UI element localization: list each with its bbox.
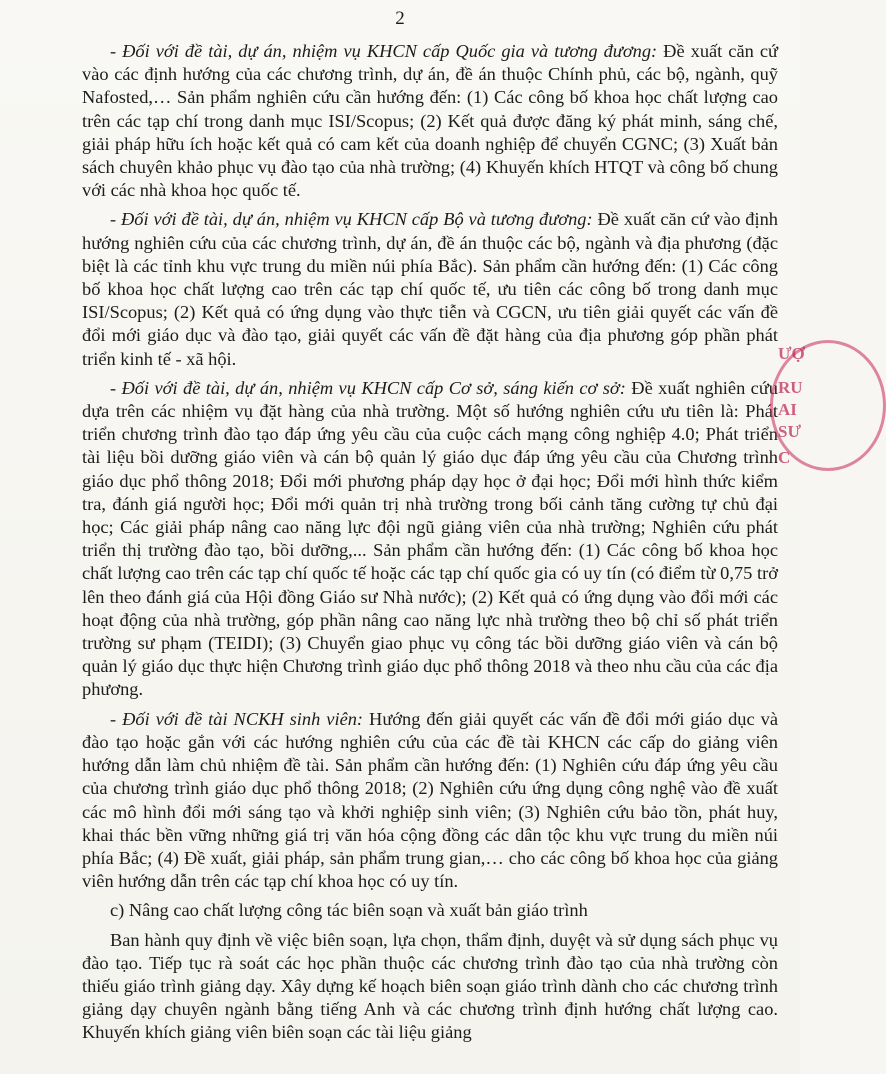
stamp-text: AI xyxy=(778,400,797,419)
stamp-text: RU xyxy=(778,378,803,397)
paragraph-lead: - Đối với đề tài, dự án, nhiệm vụ KHCN cấp Quốc gia và tương đương: xyxy=(110,41,658,61)
paragraph-text: Hướng đến giải quyết các vấn đề đổi mới giáo dục và đào tạo hoặc gắn với các hướng nghiên cứu của các đề tài KHCN các cấp do giảng viên hướng dẫn làm chủ nhiệm đề tài. Sản phẩm cần hướng đến: (1) Nghiên cứu đáp ứng yêu cầu của chương trình giáo dục phổ thông 2018; (2) Nghiên cứu ứng dụng công nghệ vào đề xuất các mô hình đổi mới sáng tạo và khởi nghiệp sinh viên; (3) Nghiên cứu bảo tồn, phát huy, khai thác bền vững những giá trị văn hóa cộng đồng các dân tộc khu vực trung du miền núi phía Bắc; (4) Đề xuất, giải pháp, sản phẩm trung gian,… cho các công bố khoa học của giảng viên hướng dẫn trên các tạp chí khoa học có uy tín. xyxy=(82,708,779,892)
paragraph-text: Đề xuất nghiên cứu dựa trên các nhiệm vụ đặt hàng của nhà trường. Một số hướng nghiên cứu ưu tiên là: Phát triển chương trình đào tạo đáp ứng yêu cầu của cuộc cách mạng công nghiệp 4.0; Phát triển tài liệu bồi dưỡng giáo viên và cán bộ quản lý giáo dục đáp ứng yêu cầu của Chương trình giáo dục phổ thông 2018; Đổi mới phương pháp dạy học ở đại học; Đổi mới hình thức kiểm tra, đánh giá người học; Đổi mới quản trị nhà trường trong bối cảnh tăng cường tự chủ đại học; Các giải pháp nâng cao năng lực đội ngũ giảng viên của nhà trường; Nghiên cứu phát triển thị trường đào tạo, bồi dưỡng,... Sản phẩm cần hướng đến: (1) Các công bố khoa học chất lượng cao trên các tạp chí quốc tế hoặc các tạp chí quốc gia có uy tín (có điểm từ 0,75 trở lên theo đánh giá của Hội đồng Giáo sư Nhà nước); (2) Kết quả có ứng dụng vào đổi mới các hoạt động của nhà trường, góp phần nâng cao năng lực nhà trường theo bộ chỉ số phát triển trường sư phạm (TEIDI); (3) Chuyển giao phục vụ công tác bồi dưỡng giáo viên và cán bộ quản lý giáo dục thực hiện Chương trình giáo dục phổ thông 2018 và theo nhu cầu của các địa phương. xyxy=(82,377,778,700)
stamp-text: C xyxy=(778,448,791,467)
paragraph-national-level xyxy=(82,40,778,202)
paragraph-text: Đề xuất căn cứ vào định hướng nghiên cứu của các chương trình, dự án, đề án thuộc các bộ, ngành và địa phương (đặc biệt là các tỉnh khu vực trung du miền núi phía Bắc). Sản phẩm cần hướng đến: (1) Các công bố khoa học chất lượng cao trên các tạp chí quốc tế, ưu tiên các công bố trong danh mục ISI/Scopus; (2) Kết quả có ứng dụng vào thực tiễn và CGCN, ưu tiên giải quyết các vấn đề đổi mới giáo dục và đào tạo, giải quyết các vấn đề đặt hàng của địa phương góp phần phát triển kinh tế - xã hội. xyxy=(82,209,778,369)
section-heading: c) Nâng cao chất lượng công tác biên soạn và xuất bản giáo trình xyxy=(110,900,588,921)
paragraph-lead: - Đối với đề tài, dự án, nhiệm vụ KHCN cấp Bộ và tương đương: xyxy=(110,209,593,230)
document-body xyxy=(82,40,778,1051)
page-number: 2 xyxy=(395,8,405,29)
paragraph-lead: - Đối với đề tài, dự án, nhiệm vụ KHCN cấp Cơ sở, sáng kiến cơ sở: xyxy=(110,377,626,398)
paragraph-student-research xyxy=(82,708,778,894)
paragraph-ministry-level xyxy=(82,208,778,370)
paragraph-institution-level xyxy=(82,377,778,702)
red-stamp-fragment xyxy=(748,330,818,480)
stamp-text: ƯỢ xyxy=(778,344,805,363)
stamp-text: SƯ xyxy=(778,422,801,441)
paragraph-lead: - Đối với đề tài NCKH sinh viên: xyxy=(110,708,364,729)
paragraph-text: Đề xuất căn cứ vào các định hướng của các chương trình, dự án, đề án thuộc Chính phủ, các bộ, ngành, quỹ Nafosted,… Sản phẩm nghiên cứu cần hướng đến: (1) Các công bố khoa học chất lượng cao trên các tạp chí trong danh mục ISI/Scopus; (2) Kết quả được đăng ký phát minh, sáng chế, giải pháp hữu ích hoặc kết quả có cam kết của doanh nghiệp để chuyển CGNC; (3) Xuất bản sách chuyên khảo phục vụ đào tạo của nhà trường; (4) Khuyến khích HTQT và công bố chung với các nhà khoa học quốc tế. xyxy=(82,41,778,201)
paragraph-textbook: Ban hành quy định về việc biên soạn, lựa chọn, thẩm định, duyệt và sử dụng sách phục vụ đào tạo. Tiếp tục rà soát các học phần thuộc các chương trình đào tạo của nhà trường còn thiếu giáo trình giảng dạy. Xây dựng kế hoạch biên soạn giáo trình dành cho các chương trình giảng dạy chuyên ngành bằng tiếng Anh và các chương trình định hướng chất lượng cao. Khuyến khích giảng viên biên soạn các tài liệu giảng xyxy=(82,929,778,1043)
